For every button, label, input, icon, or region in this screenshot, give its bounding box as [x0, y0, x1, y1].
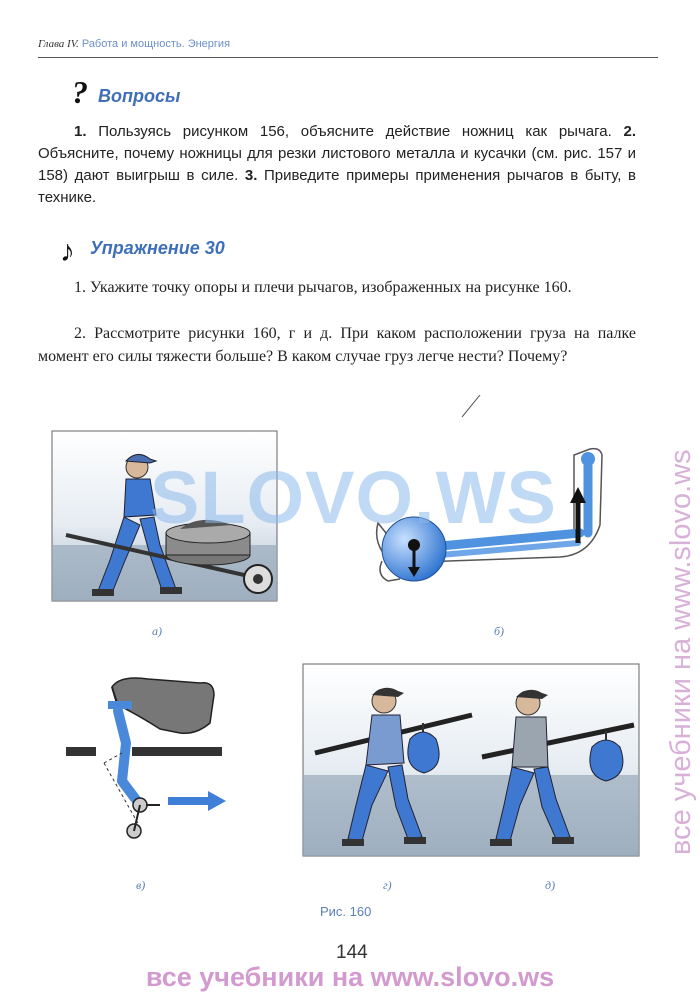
exercise-item-1: 1. Укажите точку опоры и плечи рычагов, изображенных на рисунке 160.	[74, 279, 572, 296]
chapter-label: Глава IV.	[38, 38, 79, 50]
center-watermark: SLOVO.WS	[150, 456, 557, 539]
caption-v: в)	[136, 878, 146, 892]
header-divider	[38, 57, 658, 58]
q2-text: Объясните, почему ножницы для резки листового металла и кусачки (см. рис. 157 и 158) дают выигрыш в силе.	[38, 145, 636, 184]
chapter-title: Работа и мощность. Энергия	[81, 38, 231, 50]
panel-gd-porters	[303, 664, 639, 856]
running-header	[38, 38, 230, 50]
panel-v-pedal	[66, 653, 288, 838]
caption-a: а)	[152, 624, 162, 638]
page-number: 144	[336, 942, 368, 963]
figure-label: Рис. 160	[320, 904, 372, 919]
side-watermark-text: все учебники на www.slovo.ws	[665, 449, 697, 855]
side-watermark	[660, 140, 700, 860]
caption-g: г)	[383, 878, 392, 892]
stray-line	[462, 395, 484, 417]
caption-d: д)	[545, 878, 556, 892]
exercise-title: Упражнение 30	[90, 238, 225, 258]
exercise-icon: ♪	[60, 235, 75, 268]
caption-b: б)	[494, 624, 505, 638]
bottom-watermark: все учебники на www.slovo.ws	[145, 962, 555, 992]
q2-number: 2.	[623, 123, 636, 140]
q1-number: 1.	[74, 123, 87, 140]
q3-number: 3.	[244, 167, 258, 184]
q3-text: Приведите примеры применения рычагов в быту, в технике.	[38, 167, 636, 206]
questions-text	[38, 121, 636, 209]
question-icon: ?	[72, 74, 88, 110]
questions-title: Вопросы	[98, 86, 181, 106]
q1-text: Пользуясь рисунком 156, объясните действие ножниц как рычага.	[86, 123, 612, 140]
exercise-item-2: 2. Рассмотрите рисунки 160, г и д. При каком расположении груза на палке момент его силы тяжести больше? В каком случае груз легче нести? Почему?	[38, 325, 636, 365]
